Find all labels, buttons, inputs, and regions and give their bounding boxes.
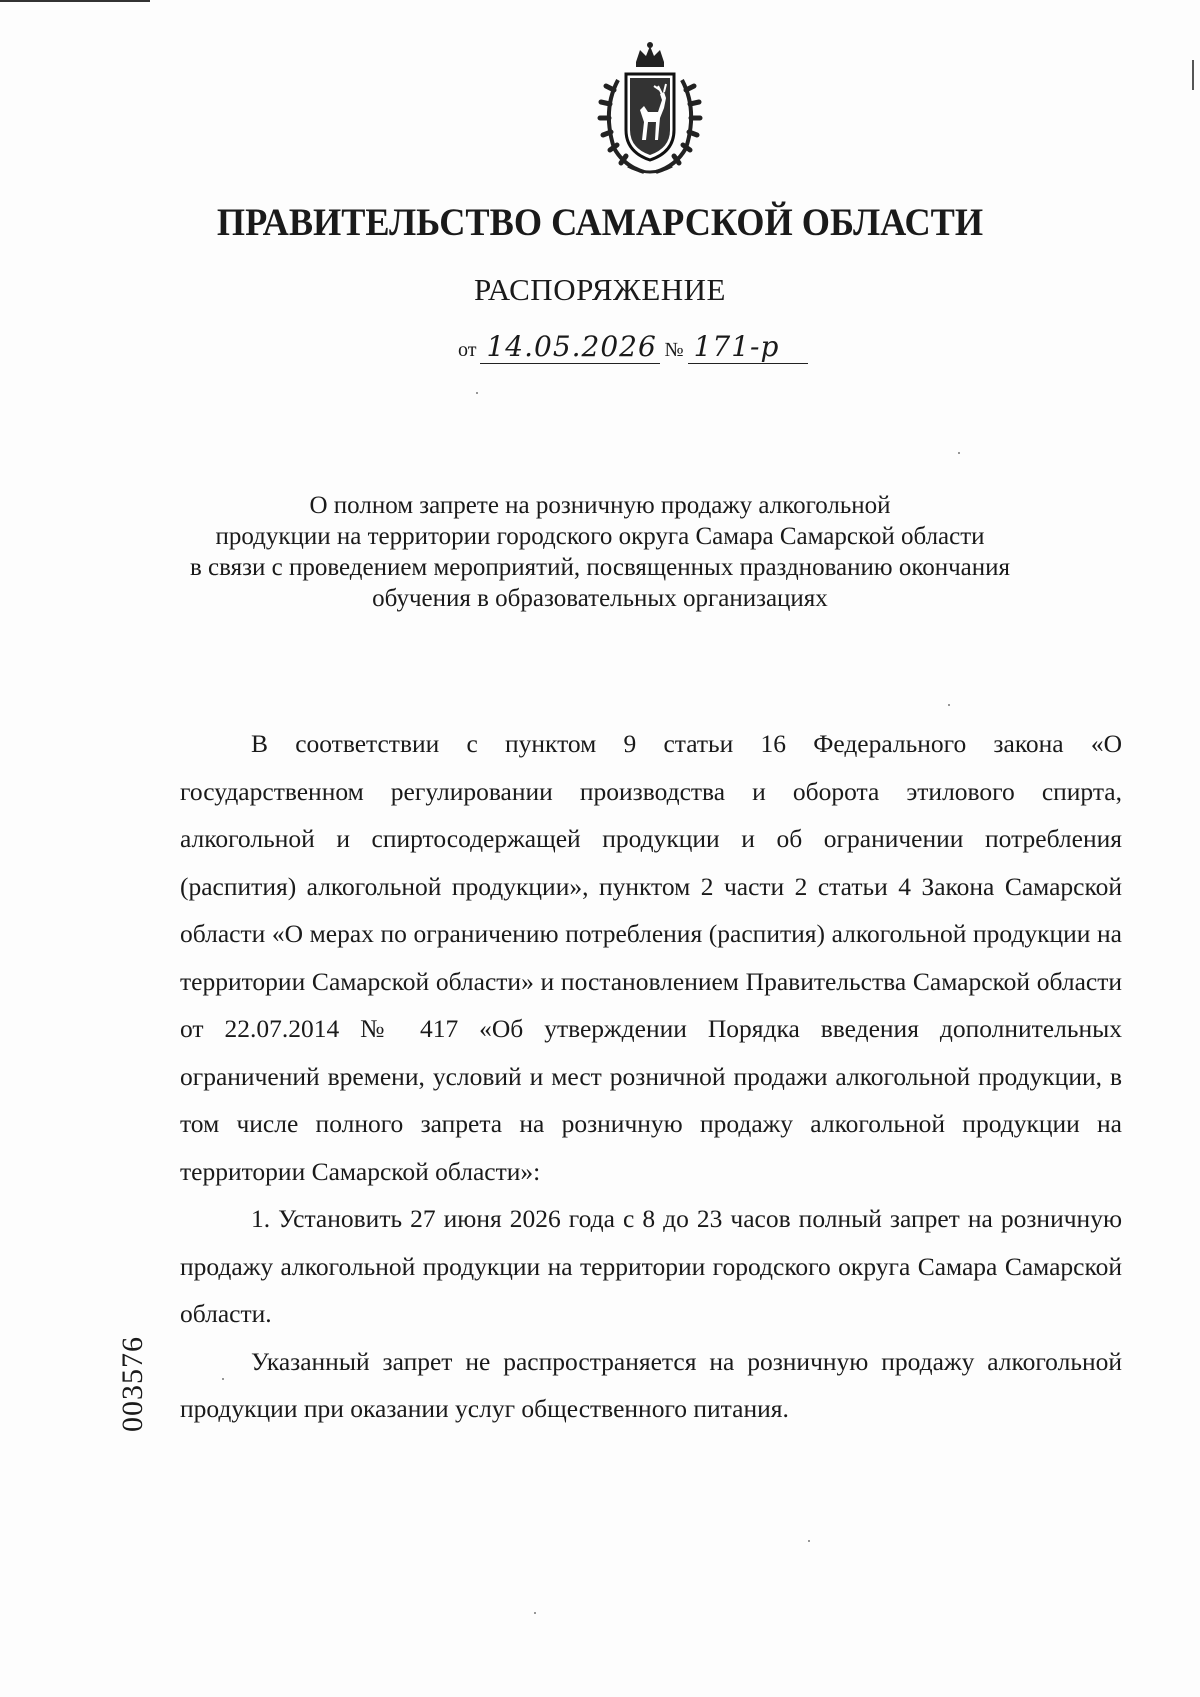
document-type: РАСПОРЯЖЕНИЕ (474, 272, 726, 307)
date-prefix: от (458, 339, 477, 361)
subject-line: продукции на территории городского округа Самара Самарской области (215, 523, 985, 550)
body-paragraph: Указанный запрет не распространяется на розничную продажу алкогольной продукции при оказании услуг общественного питания. (180, 1346, 1122, 1423)
document-subject (150, 490, 1050, 614)
scan-speck (534, 1612, 536, 1614)
scan-speck (808, 1540, 810, 1542)
subject-line: в связи с проведением мероприятий, посвященных празднованию окончания (189, 554, 1011, 581)
side-stamp-number: 003576 (116, 1336, 149, 1432)
subject-line: обучения в образовательных организациях (372, 585, 828, 612)
scan-speck (958, 452, 960, 454)
scan-speck (476, 392, 478, 394)
number-prefix: № (664, 339, 684, 361)
scan-speck (222, 1378, 224, 1380)
body-paragraph: 1. Установить 27 июня 2026 года с 8 до 23 часов полный запрет на розничную продажу алкогольной продукции на территории городского округа Самара Самарской области. (180, 1204, 1122, 1328)
scan-edge-line (0, 0, 150, 2)
subject-line: О полном запрете на розничную продажу алкогольной (309, 492, 891, 519)
coat-of-arms-icon (588, 40, 712, 180)
scan-speck (948, 704, 950, 706)
document-date-number (458, 330, 808, 364)
government-title: ПРАВИТЕЛЬСТВО САМАРСКОЙ ОБЛАСТИ (216, 201, 984, 244)
document-date: 14.05.2026 (480, 330, 660, 364)
document-body (180, 720, 1122, 1433)
body-paragraph: В соответствии с пунктом 9 статьи 16 Федерального закона «О государственном регулировании производства и оборота этилового спирта, алкогольной и спиртосодержащей продукции и об ограничении потребления (распития) алкогольной продукции», пунктом 2 части 2 статьи 4 Закона Самарской области «О мерах по ограничению потребления (распития) алкогольной продукции на территории Самарской области» и постановлением Правительства Самарской области от 22.07.2014 № 417 «Об утверждении Порядка введения дополнительных ограничений времени, условий и мест розничной продажи алкогольной продукции, в том числе полного запрета на розничную продажу алкогольной продукции на территории Самарской области»: (180, 729, 1122, 1186)
scan-edge-mark (1192, 60, 1194, 90)
document-number: 171-р (688, 330, 808, 364)
